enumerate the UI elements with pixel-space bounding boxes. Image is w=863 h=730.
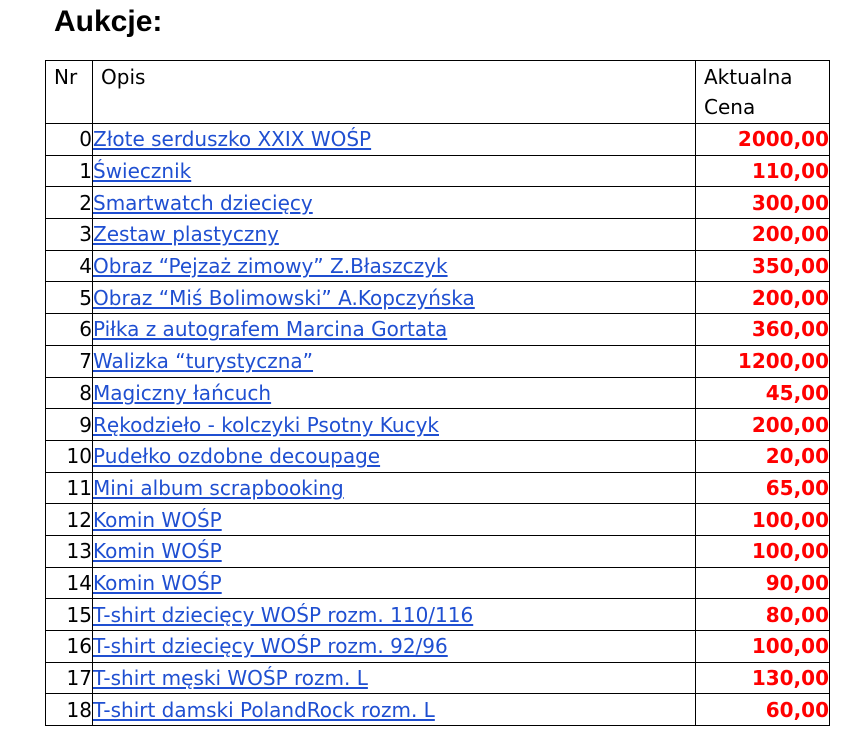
row-description-cell [93, 504, 696, 536]
table-body [46, 124, 830, 726]
table-row [46, 282, 830, 314]
row-description-cell [93, 409, 696, 441]
table-row [46, 377, 830, 409]
auction-item-link[interactable]: T-shirt dziecięcy WOŚP rozm. 110/116 [93, 602, 474, 627]
auction-item-link[interactable]: T-shirt męski WOŚP rozm. L [93, 666, 368, 691]
table-row [46, 124, 830, 156]
table-row [46, 155, 830, 187]
current-price: 2000,00 [696, 124, 830, 156]
current-price: 200,00 [696, 409, 830, 441]
auction-item-link[interactable]: Zestaw plastyczny [93, 222, 279, 247]
auction-item-link[interactable]: Komin WOŚP [93, 570, 222, 595]
table-row [46, 187, 830, 219]
current-price: 350,00 [696, 250, 830, 282]
row-number: 12 [46, 504, 93, 536]
auction-item-link[interactable]: Pudełko ozdobne decoupage [93, 444, 381, 469]
row-description-cell [93, 567, 696, 599]
table-row [46, 472, 830, 504]
table-row [46, 694, 830, 726]
row-number: 10 [46, 440, 93, 472]
row-description-cell [93, 155, 696, 187]
current-price: 200,00 [696, 282, 830, 314]
auction-item-link[interactable]: T-shirt damski PolandRock rozm. L [93, 697, 435, 722]
header-row [46, 61, 830, 124]
row-number: 7 [46, 345, 93, 377]
row-number: 2 [46, 187, 93, 219]
row-description-cell [93, 694, 696, 726]
auction-item-link[interactable]: Smartwatch dziecięcy [93, 190, 313, 215]
current-price: 130,00 [696, 662, 830, 694]
table-row [46, 631, 830, 663]
row-description-cell [93, 314, 696, 346]
auction-item-link[interactable]: Obraz “Pejzaż zimowy” Z.Błaszczyk [93, 254, 448, 279]
row-number: 4 [46, 250, 93, 282]
auction-item-link[interactable]: Złote serduszko XXIX WOŚP [93, 127, 372, 152]
table-row [46, 662, 830, 694]
column-header-price: Aktualna Cena [696, 61, 830, 124]
table-row [46, 535, 830, 567]
current-price: 1200,00 [696, 345, 830, 377]
current-price: 20,00 [696, 440, 830, 472]
table-row [46, 504, 830, 536]
current-price: 100,00 [696, 535, 830, 567]
current-price: 300,00 [696, 187, 830, 219]
row-number: 3 [46, 219, 93, 251]
current-price: 100,00 [696, 631, 830, 663]
row-description-cell [93, 282, 696, 314]
auction-item-link[interactable]: Komin WOŚP [93, 539, 222, 564]
row-description-cell [93, 599, 696, 631]
current-price: 60,00 [696, 694, 830, 726]
row-number: 18 [46, 694, 93, 726]
row-description-cell [93, 535, 696, 567]
auctions-table [45, 60, 830, 726]
row-description-cell [93, 631, 696, 663]
table-row [46, 219, 830, 251]
current-price: 90,00 [696, 567, 830, 599]
row-description-cell [93, 440, 696, 472]
row-number: 15 [46, 599, 93, 631]
auction-item-link[interactable]: Mini album scrapbooking [93, 475, 344, 500]
current-price: 360,00 [696, 314, 830, 346]
table-row [46, 345, 830, 377]
current-price: 45,00 [696, 377, 830, 409]
row-number: 5 [46, 282, 93, 314]
row-description-cell [93, 124, 696, 156]
row-number: 6 [46, 314, 93, 346]
page-title: Aukcje: [54, 5, 163, 38]
row-description-cell [93, 472, 696, 504]
row-number: 17 [46, 662, 93, 694]
table-row [46, 314, 830, 346]
table-row [46, 440, 830, 472]
row-number: 0 [46, 124, 93, 156]
current-price: 200,00 [696, 219, 830, 251]
table-row [46, 250, 830, 282]
current-price: 65,00 [696, 472, 830, 504]
column-header-description: Opis [93, 61, 696, 124]
auction-item-link[interactable]: Piłka z autografem Marcina Gortata [93, 317, 448, 342]
auction-item-link[interactable]: Obraz “Miś Bolimowski” A.Kopczyńska [93, 285, 475, 310]
row-description-cell [93, 377, 696, 409]
row-description-cell [93, 662, 696, 694]
row-description-cell [93, 345, 696, 377]
row-description-cell [93, 219, 696, 251]
row-number: 16 [46, 631, 93, 663]
current-price: 110,00 [696, 155, 830, 187]
row-number: 1 [46, 155, 93, 187]
auction-item-link[interactable]: Magiczny łańcuch [93, 380, 272, 405]
row-description-cell [93, 187, 696, 219]
auction-item-link[interactable]: Rękodzieło - kolczyki Psotny Kucyk [93, 412, 439, 437]
table-header [46, 61, 830, 124]
row-number: 8 [46, 377, 93, 409]
current-price: 100,00 [696, 504, 830, 536]
table-row [46, 567, 830, 599]
row-number: 9 [46, 409, 93, 441]
auction-item-link[interactable]: Świecznik [93, 159, 192, 184]
auction-item-link[interactable]: Walizka “turystyczna” [93, 349, 314, 374]
auction-item-link[interactable]: T-shirt dziecięcy WOŚP rozm. 92/96 [93, 634, 448, 659]
row-number: 14 [46, 567, 93, 599]
column-header-nr: Nr [46, 61, 93, 124]
table-row [46, 599, 830, 631]
current-price: 80,00 [696, 599, 830, 631]
row-number: 11 [46, 472, 93, 504]
row-description-cell [93, 250, 696, 282]
row-number: 13 [46, 535, 93, 567]
table-row [46, 409, 830, 441]
auction-item-link[interactable]: Komin WOŚP [93, 507, 222, 532]
